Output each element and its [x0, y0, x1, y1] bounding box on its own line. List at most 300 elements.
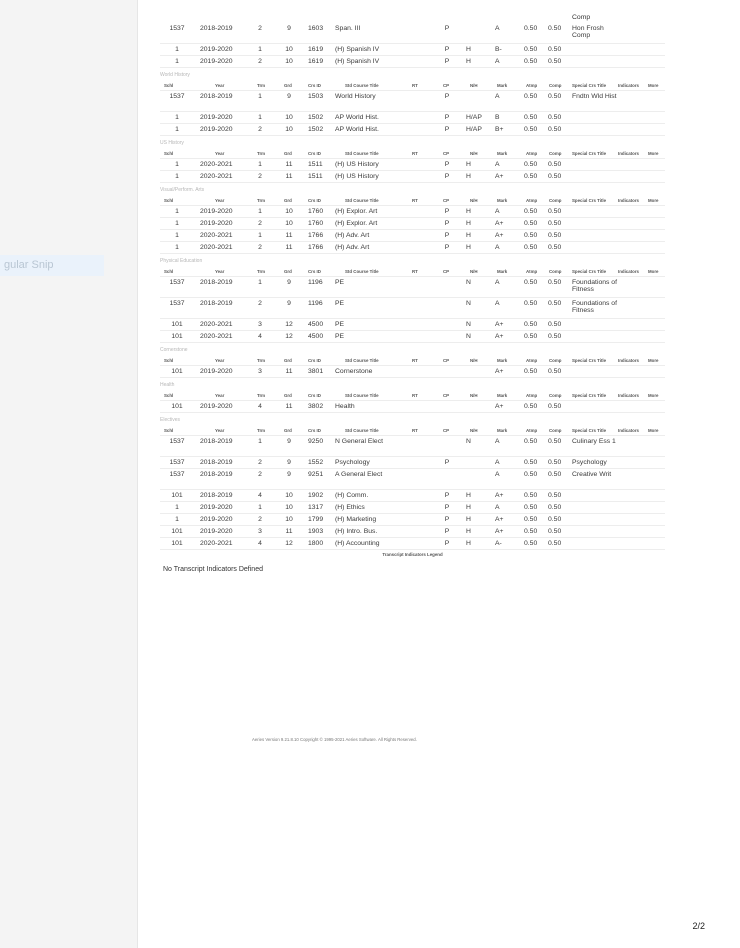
cell-term: 2 [258, 126, 262, 133]
cell-grade: 10 [285, 46, 293, 53]
cell-mark: A+ [495, 403, 504, 410]
cell-school: 1537 [169, 438, 185, 445]
cell-school: 1 [175, 516, 179, 523]
cell-nh: N [466, 300, 471, 307]
column-header-cp: CP [443, 83, 450, 88]
cell-term: 2 [258, 244, 262, 251]
cell-completed: 0.50 [548, 220, 562, 227]
cell-course-id: 1503 [308, 93, 324, 100]
table-row [160, 56, 665, 68]
cell-attempted: 0.50 [524, 368, 538, 375]
column-header-atmp: Atmp [526, 198, 538, 203]
cell-school: 1 [175, 46, 179, 53]
cell-completed: 0.50 [548, 46, 562, 53]
column-header-more: More [648, 269, 659, 274]
cell-completed: 0.50 [548, 208, 562, 215]
cell-term: 3 [258, 321, 262, 328]
page-number: 2/2 [692, 921, 705, 931]
column-header-rt: RT [412, 269, 418, 274]
column-header-schl: Schl [164, 393, 174, 398]
column-header-special: Special Crs Title [572, 393, 607, 398]
cell-completed: 0.50 [548, 58, 562, 65]
cell-grade: 12 [285, 321, 293, 328]
cell-school: 1 [175, 232, 179, 239]
column-header-trm: Trm [257, 358, 266, 363]
cell-cp: P [444, 114, 450, 121]
cell-course-title: Health [335, 403, 355, 410]
cell-school: 1 [175, 126, 179, 133]
cell-course-title: (H) US History [335, 173, 379, 180]
table-row [160, 124, 665, 136]
column-header-mark: Mark [497, 269, 508, 274]
cell-year: 2018-2019 [200, 279, 233, 286]
cell-year: 2020-2021 [200, 321, 233, 328]
cell-mark: A [495, 504, 500, 511]
table-row [160, 502, 665, 514]
column-header-trm: Trm [257, 269, 266, 274]
section-title: Cornerstone [160, 347, 188, 353]
column-header-rt: RT [412, 428, 418, 433]
column-header-atmp: Atmp [526, 269, 538, 274]
column-header-nh: N/H [470, 151, 478, 156]
cell-completed: 0.50 [548, 492, 562, 499]
cell-course-title: (H) Comm. [335, 492, 369, 499]
column-header-year: Year [215, 393, 225, 398]
cell-school: 1 [175, 58, 179, 65]
column-header-year: Year [215, 428, 225, 433]
cell-cp: P [444, 58, 450, 65]
column-header-crs-id: Crs ID [308, 393, 321, 398]
cell-course-id: 1766 [308, 244, 324, 251]
cell-school: 1537 [169, 459, 185, 466]
cell-mark: A+ [495, 333, 504, 340]
column-header-cp: CP [443, 393, 450, 398]
cell-special-title: Foundations of Fitness [572, 300, 617, 314]
cell-completed: 0.50 [548, 403, 562, 410]
cell-special-title: Psychology [572, 459, 607, 466]
cell-course-id: 1760 [308, 220, 324, 227]
column-header-atmp: Atmp [526, 358, 538, 363]
cell-attempted: 0.50 [524, 528, 538, 535]
cell-nh: H [466, 528, 471, 535]
column-header-grd: Grd [284, 151, 292, 156]
cell-term: 1 [258, 114, 262, 121]
cell-year: 2020-2021 [200, 232, 233, 239]
column-header-rt: RT [412, 198, 418, 203]
section-title: Physical Education [160, 258, 203, 264]
cell-school: 101 [171, 333, 183, 340]
cell-nh: H/AP [466, 114, 482, 121]
cell-mark: B+ [495, 126, 504, 133]
cell-mark: A [495, 244, 500, 251]
cell-nh: N [466, 321, 471, 328]
cell-school: 101 [171, 528, 183, 535]
column-header-grd: Grd [284, 393, 292, 398]
cell-school: 1 [175, 173, 179, 180]
cell-attempted: 0.50 [524, 459, 538, 466]
cell-completed: 0.50 [548, 25, 562, 32]
column-header-year: Year [215, 83, 225, 88]
cell-year: 2018-2019 [200, 492, 233, 499]
cell-course-id: 1196 [308, 300, 323, 307]
column-header-cp: CP [443, 151, 450, 156]
cell-cp: P [444, 25, 450, 32]
cell-completed: 0.50 [548, 279, 562, 286]
cell-nh: N [466, 333, 471, 340]
comp-header-label: Comp [572, 14, 591, 21]
cell-attempted: 0.50 [524, 504, 538, 511]
cell-school: 101 [171, 321, 183, 328]
cell-cp: P [444, 208, 450, 215]
column-header-indicators: Indicators [618, 269, 639, 274]
cell-mark: B [495, 114, 500, 121]
column-header-more: More [648, 151, 659, 156]
cell-nh: H [466, 244, 471, 251]
cell-course-title: PE [335, 279, 345, 286]
copyright-footer: Aeries Version 9.21.8.10 Copyright © 1995-2021 Aeries Software. All Rights Reserved. [252, 737, 417, 742]
cell-term: 3 [258, 528, 262, 535]
column-header-indicators: Indicators [618, 393, 639, 398]
cell-nh: H [466, 161, 471, 168]
column-header-nh: N/H [470, 358, 478, 363]
column-header-course: Std Course Title [345, 358, 379, 363]
cell-grade: 9 [287, 279, 291, 286]
column-header-nh: N/H [470, 198, 478, 203]
cell-year: 2019-2020 [200, 504, 233, 511]
cell-course-title: PE [335, 321, 345, 328]
cell-year: 2018-2019 [200, 300, 233, 307]
cell-completed: 0.50 [548, 368, 562, 375]
column-header-cp: CP [443, 269, 450, 274]
cell-nh: H [466, 504, 471, 511]
cell-year: 2018-2019 [200, 93, 233, 100]
cell-grade: 11 [285, 368, 293, 375]
cell-course-id: 3802 [308, 403, 324, 410]
table-row [160, 298, 665, 319]
cell-grade: 9 [287, 300, 291, 307]
cell-cp: P [444, 220, 450, 227]
column-header-grd: Grd [284, 198, 292, 203]
column-header-cp: CP [443, 358, 450, 363]
column-header-grd: Grd [284, 83, 292, 88]
cell-attempted: 0.50 [524, 492, 538, 499]
table-row [160, 436, 665, 457]
column-header-course: Std Course Title [345, 198, 379, 203]
column-header-rt: RT [412, 393, 418, 398]
column-header-year: Year [215, 151, 225, 156]
cell-completed: 0.50 [548, 540, 562, 547]
column-header-more: More [648, 428, 659, 433]
cell-course-id: 1903 [308, 528, 324, 535]
cell-completed: 0.50 [548, 459, 562, 466]
cell-cp: P [444, 504, 450, 511]
cell-school: 1537 [169, 279, 185, 286]
column-header-indicators: Indicators [618, 428, 639, 433]
cell-mark: A+ [495, 528, 504, 535]
cell-term: 1 [258, 161, 262, 168]
cell-mark: A [495, 161, 500, 168]
cell-course-title: PE [335, 300, 345, 307]
column-header-schl: Schl [164, 198, 174, 203]
cell-completed: 0.50 [548, 173, 562, 180]
snip-tab[interactable]: gular Snip [0, 255, 104, 276]
cell-completed: 0.50 [548, 504, 562, 511]
cell-grade: 11 [285, 528, 293, 535]
cell-mark: A+ [495, 173, 504, 180]
cell-course-id: 4500 [308, 321, 324, 328]
cell-attempted: 0.50 [524, 403, 538, 410]
cell-year: 2019-2020 [200, 220, 233, 227]
column-header-row [160, 195, 665, 206]
cell-grade: 9 [287, 25, 291, 32]
cell-course-id: 1766 [308, 232, 324, 239]
cell-attempted: 0.50 [524, 126, 538, 133]
cell-course-id: 1902 [308, 492, 324, 499]
table-row [160, 319, 665, 331]
table-row [160, 469, 665, 490]
cell-course-id: 1800 [308, 540, 324, 547]
cell-course-title: PE [335, 333, 345, 340]
column-header-more: More [648, 198, 659, 203]
column-header-atmp: Atmp [526, 393, 538, 398]
column-header-special: Special Crs Title [572, 83, 607, 88]
cell-attempted: 0.50 [524, 438, 538, 445]
cell-year: 2020-2021 [200, 540, 233, 547]
cell-school: 1 [175, 161, 179, 168]
cell-course-title: AP World Hist. [335, 114, 379, 121]
cell-mark: A [495, 58, 500, 65]
cell-course-title: AP World Hist. [335, 126, 379, 133]
cell-year: 2019-2020 [200, 516, 233, 523]
cell-term: 1 [258, 208, 262, 215]
column-header-indicators: Indicators [618, 151, 639, 156]
table-row [160, 159, 665, 171]
cell-year: 2018-2019 [200, 471, 233, 478]
cell-course-id: 9250 [308, 438, 324, 445]
column-header-indicators: Indicators [618, 83, 639, 88]
column-header-course: Std Course Title [345, 428, 379, 433]
column-header-row [160, 390, 665, 401]
column-header-comp: Comp [549, 428, 562, 433]
column-header-cp: CP [443, 198, 450, 203]
column-header-more: More [648, 393, 659, 398]
column-header-crs-id: Crs ID [308, 151, 321, 156]
cell-attempted: 0.50 [524, 220, 538, 227]
cell-year: 2020-2021 [200, 244, 233, 251]
cell-school: 1537 [169, 471, 185, 478]
cell-course-title: (H) Ethics [335, 504, 365, 511]
cell-grade: 9 [287, 438, 291, 445]
column-header-comp: Comp [549, 83, 562, 88]
indicators-legend: Transcript Indicators Legend [382, 552, 443, 557]
cell-cp: P [444, 516, 450, 523]
cell-course-id: 9251 [308, 471, 324, 478]
column-header-schl: Schl [164, 358, 174, 363]
cell-completed: 0.50 [548, 438, 562, 445]
column-header-comp: Comp [549, 269, 562, 274]
cell-completed: 0.50 [548, 232, 562, 239]
cell-completed: 0.50 [548, 528, 562, 535]
cell-school: 101 [171, 540, 183, 547]
column-header-row [160, 355, 665, 366]
cell-school: 1 [175, 244, 179, 251]
cell-course-title: N General Elect [335, 438, 383, 445]
cell-grade: 10 [285, 220, 293, 227]
cell-special-title: Hon Frosh Comp [572, 25, 604, 39]
cell-attempted: 0.50 [524, 161, 538, 168]
column-header-schl: Schl [164, 269, 174, 274]
table-row [160, 366, 665, 378]
cell-grade: 10 [285, 208, 293, 215]
section-title: US History [160, 140, 184, 146]
cell-course-id: 4500 [308, 333, 324, 340]
cell-cp: P [444, 93, 450, 100]
column-header-indicators: Indicators [618, 358, 639, 363]
cell-year: 2020-2021 [200, 333, 233, 340]
table-row [160, 218, 665, 230]
cell-special-title: Fndtn Wld Hist [572, 93, 617, 100]
cell-term: 1 [258, 93, 262, 100]
cell-attempted: 0.50 [524, 46, 538, 53]
table-row [160, 331, 665, 343]
cell-grade: 11 [285, 232, 293, 239]
cell-year: 2019-2020 [200, 126, 233, 133]
section-title: Electives [160, 417, 181, 423]
cell-school: 101 [171, 403, 183, 410]
cell-nh: H [466, 58, 471, 65]
column-header-row [160, 266, 665, 277]
cell-mark: A [495, 25, 500, 32]
column-header-crs-id: Crs ID [308, 358, 321, 363]
cell-course-id: 1502 [308, 114, 324, 121]
cell-mark: B- [495, 46, 502, 53]
cell-nh: H [466, 232, 471, 239]
cell-year: 2019-2020 [200, 368, 233, 375]
cell-term: 4 [258, 403, 262, 410]
column-header-trm: Trm [257, 393, 266, 398]
cell-nh: H [466, 208, 471, 215]
cell-school: 1537 [169, 300, 185, 307]
cell-attempted: 0.50 [524, 244, 538, 251]
column-header-crs-id: Crs ID [308, 428, 321, 433]
cell-course-title: (H) Accounting [335, 540, 380, 547]
column-header-special: Special Crs Title [572, 269, 607, 274]
cell-school: 101 [171, 368, 183, 375]
cell-course-title: (H) Explor. Art [335, 208, 378, 215]
column-header-schl: Schl [164, 151, 174, 156]
cell-grade: 10 [285, 114, 293, 121]
cell-year: 2020-2021 [200, 173, 233, 180]
cell-course-title: (H) Adv. Art [335, 244, 370, 251]
cell-mark: A+ [495, 492, 504, 499]
cell-mark: A+ [495, 368, 504, 375]
table-row [160, 44, 665, 56]
column-header-mark: Mark [497, 358, 508, 363]
column-header-grd: Grd [284, 269, 292, 274]
cell-course-id: 1511 [308, 173, 323, 180]
cell-year: 2019-2020 [200, 528, 233, 535]
gutter-divider [137, 0, 138, 948]
cell-course-id: 1511 [308, 161, 323, 168]
transcript-sheet [160, 14, 665, 573]
cell-attempted: 0.50 [524, 321, 538, 328]
cell-course-title: (H) Intro. Bus. [335, 528, 378, 535]
cell-nh: H/AP [466, 126, 482, 133]
column-header-row [160, 80, 665, 91]
cell-term: 4 [258, 540, 262, 547]
cell-completed: 0.50 [548, 161, 562, 168]
column-header-trm: Trm [257, 198, 266, 203]
column-header-more: More [648, 358, 659, 363]
cell-grade: 10 [285, 504, 293, 511]
column-header-schl: Schl [164, 428, 174, 433]
column-header-mark: Mark [497, 151, 508, 156]
column-header-atmp: Atmp [526, 151, 538, 156]
column-header-comp: Comp [549, 151, 562, 156]
cell-term: 4 [258, 333, 262, 340]
cell-mark: A+ [495, 516, 504, 523]
cell-term: 2 [258, 220, 262, 227]
cell-school: 1 [175, 208, 179, 215]
cell-attempted: 0.50 [524, 300, 538, 307]
no-indicators-note: No Transcript Indicators Defined [163, 566, 263, 573]
cell-year: 2020-2021 [200, 161, 233, 168]
cell-course-title: (H) US History [335, 161, 379, 168]
cell-completed: 0.50 [548, 516, 562, 523]
cell-cp: P [444, 528, 450, 535]
column-header-year: Year [215, 198, 225, 203]
column-header-comp: Comp [549, 358, 562, 363]
cell-attempted: 0.50 [524, 232, 538, 239]
cell-special-title: Culinary Ess 1 [572, 438, 616, 445]
cell-course-title: Cornerstone [335, 368, 373, 375]
cell-grade: 12 [285, 333, 293, 340]
table-row [160, 91, 665, 112]
cell-attempted: 0.50 [524, 58, 538, 65]
cell-course-title: (H) Marketing [335, 516, 377, 523]
column-header-special: Special Crs Title [572, 358, 607, 363]
cell-cp: P [444, 492, 450, 499]
cell-course-id: 1799 [308, 516, 324, 523]
table-row [160, 538, 665, 550]
cell-course-id: 1552 [308, 459, 324, 466]
cell-mark: A [495, 208, 500, 215]
column-header-atmp: Atmp [526, 83, 538, 88]
cell-completed: 0.50 [548, 93, 562, 100]
cell-mark: A [495, 279, 500, 286]
cell-completed: 0.50 [548, 300, 562, 307]
cell-year: 2019-2020 [200, 114, 233, 121]
column-header-schl: Schl [164, 83, 174, 88]
cell-nh: H [466, 46, 471, 53]
table-row [160, 514, 665, 526]
cell-cp: P [444, 173, 450, 180]
table-row [160, 112, 665, 124]
cell-grade: 11 [285, 244, 293, 251]
cell-cp: P [444, 46, 450, 53]
cell-school: 1537 [169, 93, 185, 100]
cell-term: 2 [258, 25, 262, 32]
cell-attempted: 0.50 [524, 279, 538, 286]
cell-nh: H [466, 516, 471, 523]
table-row [160, 490, 665, 502]
column-header-mark: Mark [497, 393, 508, 398]
cell-mark: A [495, 300, 500, 307]
column-header-course: Std Course Title [345, 269, 379, 274]
cell-nh: H [466, 220, 471, 227]
cell-year: 2019-2020 [200, 46, 233, 53]
table-row [160, 23, 665, 44]
